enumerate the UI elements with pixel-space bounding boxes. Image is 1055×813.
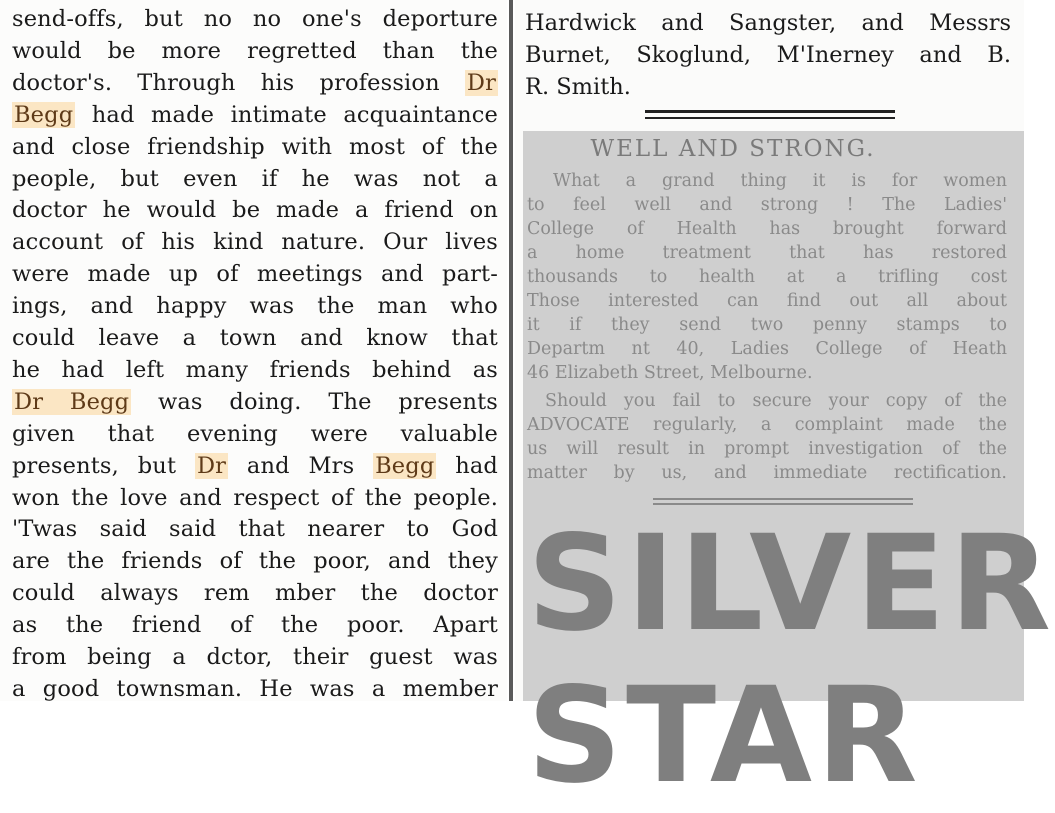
- ad-body-line: Departm nt 40, Ladies College of Heath: [527, 339, 1007, 359]
- article-text: won the love and respect of the people.: [12, 484, 498, 511]
- right-article-column: [515, 0, 1055, 813]
- article-line: [12, 322, 498, 354]
- article-line: [12, 258, 498, 290]
- article-line: [12, 194, 498, 226]
- article-line: [12, 290, 498, 322]
- article-line: [12, 673, 498, 705]
- article-line: [12, 35, 498, 67]
- ad-body-line: What a grand thing it is for women: [553, 171, 1007, 191]
- article-text: would be more regretted than the: [12, 37, 498, 64]
- article-text: 'Twas said said that nearer to God: [12, 516, 498, 543]
- article-text: ings, and happy was the man who: [12, 293, 498, 320]
- ad-notice-line: Should you fail to secure your copy of the: [545, 391, 1007, 411]
- advertisement-block: [523, 131, 1055, 813]
- article-text: had made intimate acquaintance: [75, 101, 498, 128]
- article-line: [12, 450, 498, 482]
- masthead-word-star: STAR: [527, 659, 922, 813]
- search-highlight: Begg: [14, 101, 74, 128]
- masthead-word-silver: SILVER: [527, 507, 1055, 661]
- ad-body-line: a home treatment that has restored: [527, 243, 1007, 263]
- right-text-line: Hardwick and Sangster, and Messrs: [525, 10, 1011, 36]
- ad-notice-line: matter by us, and immediate rectification.: [527, 463, 1007, 483]
- article-text: as the friend of the poor. Apart: [12, 612, 498, 639]
- ad-body-line: 46 Elizabeth Street, Melbourne.: [527, 363, 813, 383]
- article-text: could leave a town and know that: [12, 325, 498, 351]
- ad-body-line: it if they send two penny stamps to: [527, 315, 1007, 335]
- article-line: [12, 67, 498, 99]
- article-text: was doing. The presents: [131, 388, 498, 415]
- section-separator: [645, 110, 895, 119]
- article-line: [12, 513, 498, 545]
- article-line: [12, 3, 498, 35]
- article-line: [12, 545, 498, 577]
- ad-notice-line: ADVOCATE regularly, a complaint made the: [527, 415, 1007, 435]
- article-line: [12, 418, 498, 450]
- article-text: are the friends of the poor, and they: [12, 548, 498, 575]
- ad-body-line: Those interested can find out all about: [527, 291, 1007, 311]
- article-line: [12, 131, 498, 163]
- right-text-line: R. Smith.: [525, 74, 631, 100]
- article-text: doctor's. Through his profession: [12, 69, 465, 96]
- left-article-column: [0, 0, 507, 701]
- ad-body-line: thousands to health at a trifling cost: [527, 267, 1007, 287]
- article-text: a good townsman. He was a member: [12, 675, 498, 702]
- article-line: [12, 354, 498, 386]
- article-line: [12, 99, 498, 131]
- search-highlight: Dr: [196, 452, 227, 479]
- article-line: [12, 226, 498, 258]
- article-text: could always rem mber the doctor: [12, 580, 498, 607]
- article-line: [12, 609, 498, 641]
- article-text: given that evening were valuable: [12, 420, 498, 447]
- column-divider: [509, 0, 513, 701]
- article-text: had: [436, 452, 498, 479]
- article-line: [12, 163, 498, 195]
- ad-body-line: to feel well and strong ! The Ladies': [527, 195, 1007, 215]
- ad-title: WELL AND STRONG.: [590, 136, 876, 162]
- article-text: send-offs, but no no one's deporture: [12, 6, 498, 32]
- article-text: people, but even if he was not a: [12, 165, 498, 192]
- search-highlight: Dr: [466, 69, 496, 96]
- article-line: [12, 386, 498, 418]
- right-text-line: Burnet, Skoglund, M'Inerney and B.: [525, 42, 1011, 68]
- article-text: and close friendship with most of the: [12, 133, 498, 160]
- ad-notice-line: us will result in prompt investigation of the: [527, 439, 1007, 459]
- article-text: were made up of meetings and part-: [12, 261, 498, 288]
- search-highlight: Dr Begg: [14, 388, 130, 415]
- article-line: [12, 641, 498, 673]
- masthead-separator: [653, 498, 913, 505]
- article-text: doctor he would be made a friend on: [12, 197, 498, 224]
- article-text: he had left many friends behind as: [12, 356, 498, 383]
- article-text: from being a dctor, their guest was: [12, 644, 498, 670]
- search-highlight: Begg: [375, 452, 435, 479]
- article-text: account of his kind nature. Our lives: [12, 229, 498, 256]
- article-text: and Mrs: [228, 452, 374, 479]
- article-line: [12, 577, 498, 609]
- article-line: [12, 482, 498, 514]
- ad-body-line: College of Health has brought forward: [527, 219, 1007, 239]
- article-text: presents, but: [12, 452, 195, 479]
